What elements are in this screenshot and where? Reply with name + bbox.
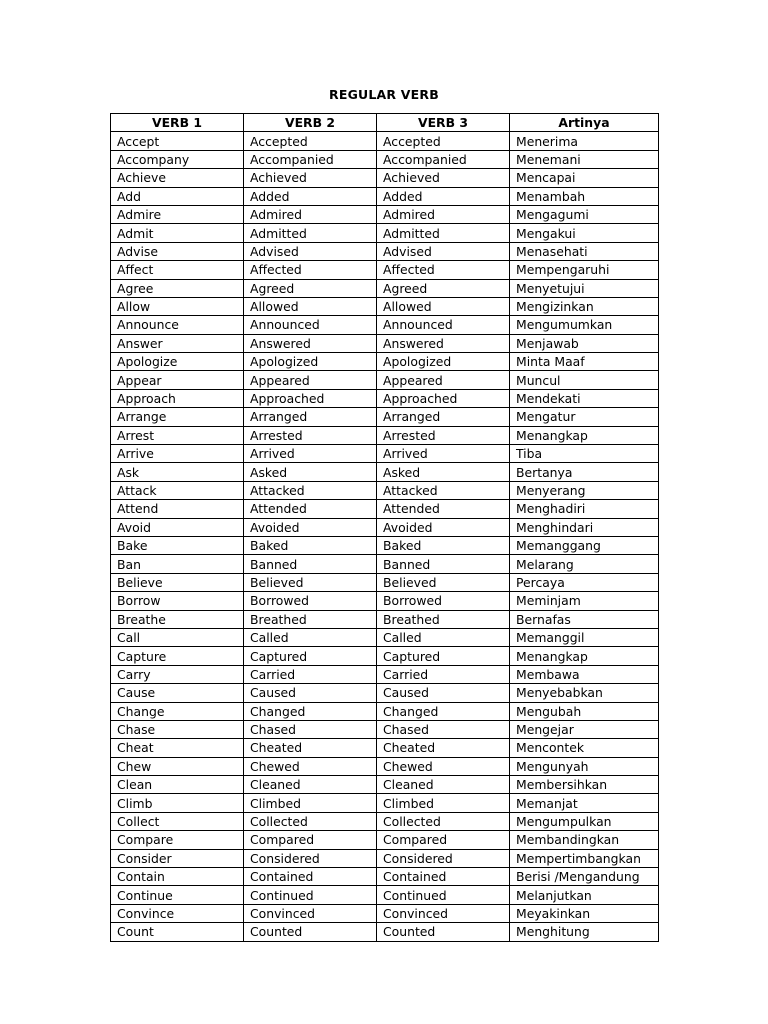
cell-verb-2: Answered (244, 334, 377, 352)
cell-verb-1: Ask (111, 463, 244, 481)
cell-verb-2: Compared (244, 831, 377, 849)
cell-artinya: Menerima (510, 132, 659, 150)
cell-artinya: Tiba (510, 445, 659, 463)
cell-artinya: Memanjat (510, 794, 659, 812)
cell-verb-2: Believed (244, 573, 377, 591)
cell-artinya: Mengagumi (510, 205, 659, 223)
cell-verb-1: Answer (111, 334, 244, 352)
table-row (111, 684, 659, 702)
verb-table (110, 113, 659, 942)
cell-verb-2: Changed (244, 702, 377, 720)
cell-verb-2: Advised (244, 242, 377, 260)
cell-verb-1: Chew (111, 757, 244, 775)
table-header (111, 114, 659, 132)
cell-verb-1: Arrest (111, 426, 244, 444)
cell-verb-2: Breathed (244, 610, 377, 628)
cell-verb-3: Believed (377, 573, 510, 591)
cell-artinya: Meyakinkan (510, 904, 659, 922)
cell-verb-1: Agree (111, 279, 244, 297)
table-row (111, 757, 659, 775)
cell-verb-3: Admitted (377, 224, 510, 242)
table-row (111, 592, 659, 610)
cell-verb-2: Admitted (244, 224, 377, 242)
table-row (111, 849, 659, 867)
cell-artinya: Menangkap (510, 426, 659, 444)
cell-verb-3: Accompanied (377, 150, 510, 168)
table-row (111, 702, 659, 720)
cell-verb-2: Called (244, 628, 377, 646)
cell-verb-2: Collected (244, 812, 377, 830)
cell-artinya: Berisi /Mengandung (510, 868, 659, 886)
cell-verb-3: Answered (377, 334, 510, 352)
table-row (111, 297, 659, 315)
cell-verb-3: Called (377, 628, 510, 646)
cell-verb-2: Accepted (244, 132, 377, 150)
cell-verb-1: Allow (111, 297, 244, 315)
cell-verb-1: Ban (111, 555, 244, 573)
cell-verb-3: Added (377, 187, 510, 205)
table-row (111, 886, 659, 904)
cell-verb-2: Appeared (244, 371, 377, 389)
cell-verb-2: Agreed (244, 279, 377, 297)
cell-artinya: Meminjam (510, 592, 659, 610)
cell-verb-1: Carry (111, 665, 244, 683)
cell-artinya: Menyetujui (510, 279, 659, 297)
cell-artinya: Minta Maaf (510, 353, 659, 371)
cell-artinya: Mengubah (510, 702, 659, 720)
cell-artinya: Bernafas (510, 610, 659, 628)
cell-artinya: Mengumpulkan (510, 812, 659, 830)
cell-verb-3: Announced (377, 316, 510, 334)
table-row (111, 776, 659, 794)
cell-artinya: Mendekati (510, 389, 659, 407)
table-row (111, 132, 659, 150)
table-row (111, 445, 659, 463)
table-row (111, 426, 659, 444)
table-row (111, 205, 659, 223)
cell-artinya: Menemani (510, 150, 659, 168)
cell-verb-1: Call (111, 628, 244, 646)
cell-verb-3: Captured (377, 647, 510, 665)
table-row (111, 610, 659, 628)
header-artinya: Artinya (510, 114, 659, 132)
cell-verb-1: Bake (111, 536, 244, 554)
table-body (111, 132, 659, 941)
cell-verb-1: Approach (111, 389, 244, 407)
cell-verb-1: Add (111, 187, 244, 205)
cell-artinya: Mempertimbangkan (510, 849, 659, 867)
cell-verb-1: Continue (111, 886, 244, 904)
table-row (111, 647, 659, 665)
cell-verb-3: Continued (377, 886, 510, 904)
cell-verb-1: Compare (111, 831, 244, 849)
cell-verb-1: Achieve (111, 169, 244, 187)
cell-verb-3: Achieved (377, 169, 510, 187)
cell-verb-2: Accompanied (244, 150, 377, 168)
table-row (111, 720, 659, 738)
cell-verb-1: Cause (111, 684, 244, 702)
cell-artinya: Membersihkan (510, 776, 659, 794)
table-row (111, 831, 659, 849)
cell-verb-2: Cleaned (244, 776, 377, 794)
cell-verb-3: Considered (377, 849, 510, 867)
cell-verb-2: Arrived (244, 445, 377, 463)
cell-verb-2: Admired (244, 205, 377, 223)
cell-verb-1: Apologize (111, 353, 244, 371)
cell-verb-3: Arranged (377, 408, 510, 426)
cell-verb-1: Appear (111, 371, 244, 389)
cell-verb-3: Compared (377, 831, 510, 849)
cell-verb-2: Chased (244, 720, 377, 738)
table-row (111, 500, 659, 518)
table-row (111, 923, 659, 941)
cell-artinya: Menghindari (510, 518, 659, 536)
cell-verb-2: Allowed (244, 297, 377, 315)
cell-verb-2: Announced (244, 316, 377, 334)
cell-verb-1: Affect (111, 261, 244, 279)
cell-verb-2: Added (244, 187, 377, 205)
table-row (111, 187, 659, 205)
cell-artinya: Menasehati (510, 242, 659, 260)
cell-artinya: Menyerang (510, 481, 659, 499)
cell-verb-3: Cheated (377, 739, 510, 757)
cell-verb-2: Arrested (244, 426, 377, 444)
table-row (111, 261, 659, 279)
cell-verb-2: Continued (244, 886, 377, 904)
cell-verb-1: Arrange (111, 408, 244, 426)
cell-verb-1: Cheat (111, 739, 244, 757)
cell-verb-2: Carried (244, 665, 377, 683)
cell-verb-3: Breathed (377, 610, 510, 628)
cell-verb-1: Avoid (111, 518, 244, 536)
cell-verb-2: Convinced (244, 904, 377, 922)
cell-artinya: Menambah (510, 187, 659, 205)
header-verb-3: VERB 3 (377, 114, 510, 132)
cell-verb-3: Appeared (377, 371, 510, 389)
table-row (111, 739, 659, 757)
cell-artinya: Membandingkan (510, 831, 659, 849)
cell-artinya: Mengatur (510, 408, 659, 426)
header-verb-2: VERB 2 (244, 114, 377, 132)
cell-verb-1: Breathe (111, 610, 244, 628)
cell-verb-3: Chased (377, 720, 510, 738)
table-row (111, 408, 659, 426)
cell-verb-2: Chewed (244, 757, 377, 775)
cell-verb-3: Caused (377, 684, 510, 702)
cell-artinya: Menangkap (510, 647, 659, 665)
cell-verb-1: Borrow (111, 592, 244, 610)
cell-verb-3: Contained (377, 868, 510, 886)
table-row (111, 224, 659, 242)
cell-verb-2: Considered (244, 849, 377, 867)
cell-verb-2: Baked (244, 536, 377, 554)
cell-verb-2: Cheated (244, 739, 377, 757)
cell-artinya: Mempengaruhi (510, 261, 659, 279)
table-row (111, 334, 659, 352)
cell-verb-1: Accept (111, 132, 244, 150)
cell-verb-1: Climb (111, 794, 244, 812)
cell-verb-3: Affected (377, 261, 510, 279)
cell-verb-3: Convinced (377, 904, 510, 922)
cell-verb-3: Approached (377, 389, 510, 407)
cell-artinya: Mencapai (510, 169, 659, 187)
cell-artinya: Melanjutkan (510, 886, 659, 904)
cell-verb-3: Banned (377, 555, 510, 573)
cell-verb-1: Believe (111, 573, 244, 591)
cell-artinya: Mengunyah (510, 757, 659, 775)
table-row (111, 536, 659, 554)
table-row (111, 628, 659, 646)
table-row (111, 812, 659, 830)
cell-verb-3: Allowed (377, 297, 510, 315)
cell-verb-3: Advised (377, 242, 510, 260)
cell-verb-3: Agreed (377, 279, 510, 297)
cell-verb-3: Counted (377, 923, 510, 941)
cell-verb-2: Affected (244, 261, 377, 279)
cell-verb-2: Caused (244, 684, 377, 702)
cell-verb-1: Admit (111, 224, 244, 242)
cell-verb-2: Banned (244, 555, 377, 573)
table-row (111, 794, 659, 812)
cell-artinya: Bertanya (510, 463, 659, 481)
table-row (111, 573, 659, 591)
cell-verb-3: Attacked (377, 481, 510, 499)
table-row (111, 279, 659, 297)
table-row (111, 665, 659, 683)
cell-verb-1: Attack (111, 481, 244, 499)
cell-artinya: Percaya (510, 573, 659, 591)
cell-verb-1: Chase (111, 720, 244, 738)
table-row (111, 316, 659, 334)
cell-verb-3: Baked (377, 536, 510, 554)
cell-verb-3: Carried (377, 665, 510, 683)
table-row (111, 150, 659, 168)
cell-verb-3: Asked (377, 463, 510, 481)
cell-artinya: Menyebabkan (510, 684, 659, 702)
table-row (111, 868, 659, 886)
cell-verb-1: Capture (111, 647, 244, 665)
cell-verb-1: Announce (111, 316, 244, 334)
table-row (111, 904, 659, 922)
cell-verb-3: Apologized (377, 353, 510, 371)
cell-verb-1: Count (111, 923, 244, 941)
cell-verb-3: Admired (377, 205, 510, 223)
cell-verb-1: Change (111, 702, 244, 720)
cell-verb-3: Chewed (377, 757, 510, 775)
cell-verb-3: Arrived (377, 445, 510, 463)
table-row (111, 518, 659, 536)
cell-artinya: Mengumumkan (510, 316, 659, 334)
cell-verb-2: Climbed (244, 794, 377, 812)
cell-verb-1: Accompany (111, 150, 244, 168)
cell-verb-1: Collect (111, 812, 244, 830)
cell-verb-3: Cleaned (377, 776, 510, 794)
cell-artinya: Memanggang (510, 536, 659, 554)
table-row (111, 389, 659, 407)
cell-verb-1: Attend (111, 500, 244, 518)
cell-verb-1: Clean (111, 776, 244, 794)
cell-verb-3: Collected (377, 812, 510, 830)
cell-verb-1: Advise (111, 242, 244, 260)
cell-verb-2: Approached (244, 389, 377, 407)
cell-verb-2: Captured (244, 647, 377, 665)
cell-verb-1: Consider (111, 849, 244, 867)
cell-artinya: Mengizinkan (510, 297, 659, 315)
table-row (111, 463, 659, 481)
cell-verb-2: Attended (244, 500, 377, 518)
table-row (111, 371, 659, 389)
cell-artinya: Membawa (510, 665, 659, 683)
cell-verb-2: Asked (244, 463, 377, 481)
cell-verb-2: Contained (244, 868, 377, 886)
cell-verb-3: Avoided (377, 518, 510, 536)
page-title: REGULAR VERB (329, 87, 439, 102)
cell-verb-2: Apologized (244, 353, 377, 371)
cell-artinya: Menjawab (510, 334, 659, 352)
cell-artinya: Memanggil (510, 628, 659, 646)
cell-artinya: Menghadiri (510, 500, 659, 518)
cell-verb-3: Changed (377, 702, 510, 720)
table-row (111, 169, 659, 187)
cell-verb-1: Arrive (111, 445, 244, 463)
cell-artinya: Mencontek (510, 739, 659, 757)
cell-verb-3: Attended (377, 500, 510, 518)
cell-artinya: Mengakui (510, 224, 659, 242)
table-row (111, 555, 659, 573)
table-row (111, 353, 659, 371)
header-row (111, 114, 659, 132)
cell-verb-2: Avoided (244, 518, 377, 536)
cell-artinya: Melarang (510, 555, 659, 573)
cell-artinya: Muncul (510, 371, 659, 389)
cell-artinya: Menghitung (510, 923, 659, 941)
cell-verb-2: Counted (244, 923, 377, 941)
cell-verb-3: Climbed (377, 794, 510, 812)
cell-verb-2: Borrowed (244, 592, 377, 610)
cell-verb-3: Borrowed (377, 592, 510, 610)
header-verb-1: VERB 1 (111, 114, 244, 132)
table-row (111, 481, 659, 499)
cell-artinya: Mengejar (510, 720, 659, 738)
cell-verb-1: Contain (111, 868, 244, 886)
cell-verb-2: Attacked (244, 481, 377, 499)
table-row (111, 242, 659, 260)
cell-verb-1: Admire (111, 205, 244, 223)
cell-verb-2: Achieved (244, 169, 377, 187)
cell-verb-1: Convince (111, 904, 244, 922)
cell-verb-3: Accepted (377, 132, 510, 150)
cell-verb-3: Arrested (377, 426, 510, 444)
cell-verb-2: Arranged (244, 408, 377, 426)
